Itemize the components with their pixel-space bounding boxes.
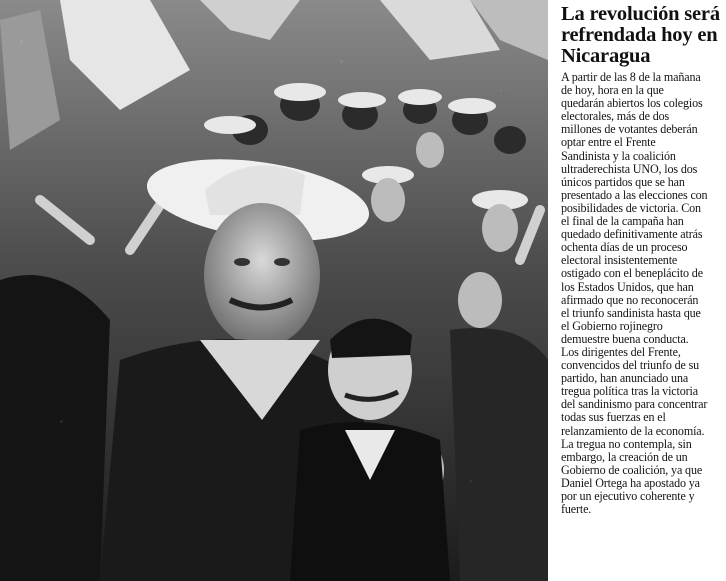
article-headline: La revolución será refrendada hoy en Nicaragua (561, 3, 720, 67)
article-body-line: el Gobierno rojinegro (561, 318, 663, 333)
article-body-line: embargo, la creación de un (561, 449, 688, 464)
article-body-line: fuerte. (561, 502, 592, 517)
article-body-line: de hoy, hora en la que (561, 83, 664, 98)
article-body-line: Sandinista y la coalición (561, 148, 676, 163)
article-body-line: partido, han anunciado una (561, 371, 689, 386)
article-body-line: ultraderechista UNO, los dos (561, 161, 698, 176)
article-body-line: La tregua no contempla, sin (561, 436, 692, 451)
article-body-line: quedado definitivamente atrás (561, 227, 703, 242)
article-body-line: A partir de las 8 de la mañana (561, 70, 701, 84)
article-body-line: únicos partidos que se han (561, 174, 685, 189)
article-body-line: electorales, más de dos (561, 109, 670, 124)
article-column (561, 4, 724, 516)
article-body-line: afirmado que no reconocerán (561, 292, 699, 307)
article-body-line: los Estados Unidos, que han (561, 279, 694, 294)
article-body-line: Daniel Ortega ha apostado ya (561, 475, 700, 490)
article-body-line: presentado a las elecciones con (561, 187, 708, 202)
article-body-line: quedarán abiertos los colegios (561, 96, 703, 111)
article-body-line: el triunfo sandinista hasta que (561, 305, 701, 320)
article-body-line: por un ejecutivo coherente y (561, 489, 695, 503)
article-body (561, 71, 724, 516)
article-body-line: todas sus fuerzas en el (561, 410, 666, 425)
article-body-line: optar entre el Frente (561, 135, 656, 150)
article-body-line: tregua política tras la victoria (561, 384, 698, 399)
article-body-line: del sandinismo para concentrar (561, 397, 708, 412)
article-body-line: ochenta días de un proceso (561, 240, 688, 255)
article-body-line: demuestre buena conducta. (561, 331, 689, 346)
article-body-line: Gobierno de coalición, ya que (561, 462, 703, 477)
article-body-line: posibilidades de victoria. Con (561, 200, 701, 215)
article-body-line: relanzamiento de la economía. (561, 423, 705, 438)
article-body-line: ostigado con el beneplácito de (561, 266, 703, 281)
article-body-line: convencidos del triunfo de su (561, 358, 700, 373)
article-body-line: Los dirigentes del Frente, (561, 344, 681, 359)
article-body-line: millones de votantes deberán (561, 122, 698, 137)
article-body-line: electoral insistentemente (561, 253, 678, 268)
article-body-line: el final de la campaña han (561, 214, 684, 229)
